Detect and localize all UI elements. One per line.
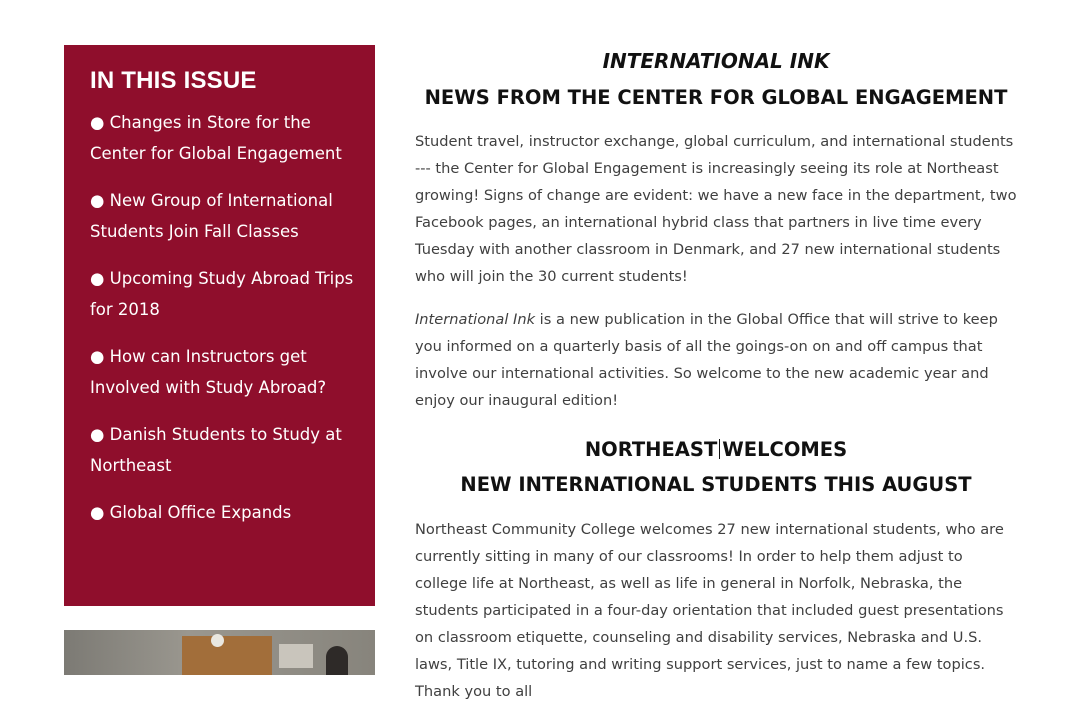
- classroom-photo: [64, 630, 375, 675]
- list-item: ● Changes in Store for the Center for Global Engagement: [90, 113, 342, 163]
- photo-clock: [211, 634, 224, 647]
- in-this-issue-sidebar: [64, 45, 375, 606]
- list-item: ● Global Office Expands: [90, 503, 292, 522]
- intro-paragraph: Student travel, instructor exchange, global curriculum, and international students --- the Center for Global Engagement is increasingly seeing its role at Northeast growing! Signs of change are evident: we have a new face in the department, two Facebook pages, an international hybrid class that partners in live time every Tuesday with another classroom in Denmark, and 27 new international students who will join the 30 current students!: [415, 133, 1017, 285]
- section-heading: [415, 432, 1017, 502]
- newsletter-title: INTERNATIONAL INK: [602, 49, 830, 73]
- list-item: ● Danish Students to Study at Northeast: [90, 425, 342, 475]
- sidebar-heading: IN THIS ISSUE: [90, 67, 257, 94]
- issue-contents-list: [90, 107, 357, 528]
- newsletter-main: [415, 45, 1017, 705]
- section-heading-part1: NORTHEAST: [584, 438, 718, 461]
- list-item: ● New Group of International Students Join Fall Classes: [90, 191, 333, 241]
- publication-name: International Ink: [415, 311, 536, 328]
- newsletter-subtitle: NEWS FROM THE CENTER FOR GLOBAL ENGAGEMENT: [424, 86, 1008, 109]
- text-cursor: [719, 439, 720, 459]
- photo-board: [279, 644, 313, 668]
- section-heading-part2: WELCOMES: [722, 438, 848, 461]
- list-item: ● How can Instructors get Involved with Study Abroad?: [90, 347, 327, 397]
- welcome-paragraph: Northeast Community College welcomes 27 new international students, who are currently sitting in many of our classrooms! In order to help them adjust to college life at Northeast, as well as life in general in Norfolk, Nebraska, the students participated in a four-day orientation that included guest presentations on classroom etiquette, counseling and disability services, Nebraska and U.S. laws, Title IX, tutoring and writing support services, just to name a few topics. Thank you to all: [415, 521, 1004, 700]
- photo-person: [326, 646, 348, 675]
- photo-door: [182, 636, 272, 675]
- section-heading-line2: NEW INTERNATIONAL STUDENTS THIS AUGUST: [460, 473, 972, 496]
- publication-paragraph: [415, 306, 1017, 414]
- list-item: ● Upcoming Study Abroad Trips for 2018: [90, 269, 354, 319]
- publication-text: is a new publication in the Global Office that will strive to keep you informed on a quarterly basis of all the goings-on on and off campus that involve our international activities. So welcome to the new academic year and enjoy our inaugural edition!: [415, 311, 998, 409]
